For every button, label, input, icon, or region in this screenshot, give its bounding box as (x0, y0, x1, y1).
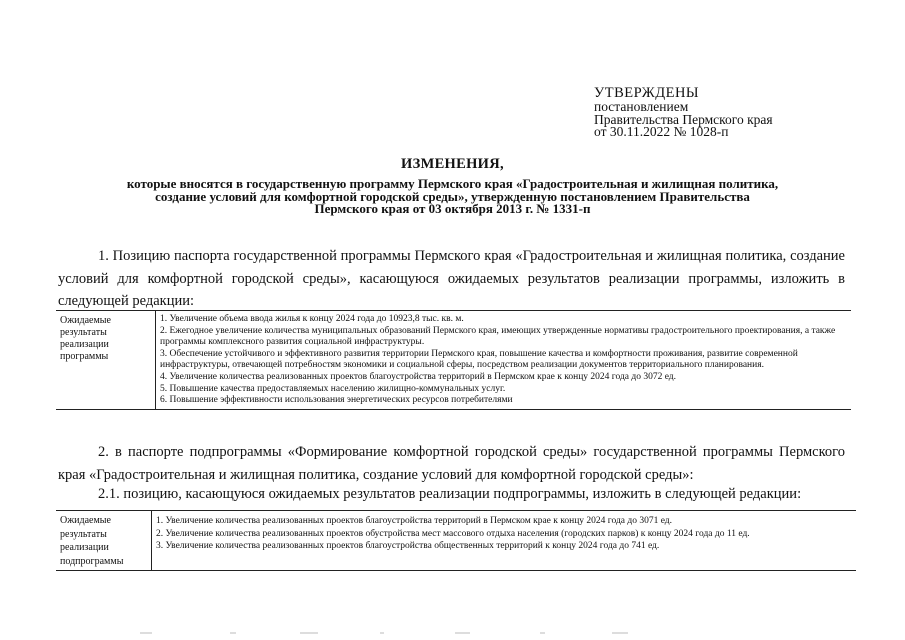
approval-line-1: постановлением (594, 99, 689, 114)
list-item: 2. Ежегодное увеличение количества муниципальных образований Пермского края, имеющих утвержденные нормативы градостроительного проектирования, а также программы комплексного развития социальной инфраструктуры. (160, 325, 836, 348)
table-value-cell (156, 311, 852, 410)
paragraph-1: 1. Позицию паспорта государственной программы Пермского края «Градостроительная и жилищная политика, создание условий для комфортной городской среды», касающуюся ожидаемых результатов реализации программы, изложить в следующей редакции: (58, 248, 845, 309)
document-title: ИЗМЕНЕНИЯ, (401, 156, 504, 172)
list-item: 5. Повышение качества предоставляемых населению жилищно-коммунальных услуг. (160, 383, 506, 394)
results-table-program (56, 310, 851, 410)
subtitle-line-2: создание условий для комфортной городской среды», утвержденную постановлением Правительства (155, 188, 750, 204)
list-item: 3. Увеличение количества реализованных проектов благоустройства общественных территорий к концу 2024 года до 741 ед. (156, 541, 660, 551)
approval-line-3: от 30.11.2022 № 1028-п (594, 124, 729, 139)
scan-edge-marks (0, 632, 905, 635)
subtitle-line-1: которые вносятся в государственную программу Пермского края «Градостроительная и жилищная политика, (126, 176, 779, 191)
subtitle-line-3: Пермского края от 03 октября 2013 г. № 1331-п (314, 201, 591, 216)
list-item: 3. Обеспечение устойчивого и эффективного развития территории Пермского края, повышение качества и комфортности проживания, развитие современной инфраструктуры, отвечающей потребностям экономики и социальной сферы, посредством реализации документов территориального планирования. (160, 348, 798, 371)
approval-stamp (594, 86, 854, 139)
paragraph-2: 2. в паспорте подпрограммы «Формирование комфортной городской среды» государственной программы Пермского края «Градостроительная и жилищная политика, создание условий для комфортной городской среды»: (58, 444, 845, 483)
table-row (56, 511, 856, 571)
list-item: 1. Увеличение объема ввода жилья к концу 2024 года до 10923,8 тыс. кв. м. (160, 314, 464, 324)
document-subtitle (40, 178, 865, 216)
results-table-subprogram (56, 510, 856, 571)
table-label-cell: Ожидаемые результаты реализации подпрограммы (56, 511, 152, 571)
paragraph-2-1: 2.1. позицию, касающуюся ожидаемых результатов реализации подпрограммы, изложить в следующей редакции: (98, 486, 802, 502)
table-row (56, 311, 851, 410)
approval-title: УТВЕРЖДЕНЫ (594, 85, 700, 101)
table-value-cell (152, 511, 857, 571)
list-item: 6. Повышение эффективности использования энергетических ресурсов потребителями (160, 395, 513, 406)
list-item: 2. Увеличение количества реализованных проектов обустройства мест массового отдыха населения (городских парков) к концу 2024 года до 11 ед. (156, 528, 750, 539)
approval-line-2: Правительства Пермского края (594, 111, 773, 127)
table-label-cell: Ожидаемые результаты реализации программы (56, 311, 156, 410)
list-item: 1. Увеличение количества реализованных проектов благоустройства территорий в Пермском крае к концу 2024 года до 3071 ед. (156, 516, 672, 526)
list-item: 4. Увеличение количества реализованных проектов благоустройства территорий в Пермском крае к концу 2024 года до 3072 ед. (160, 371, 676, 382)
